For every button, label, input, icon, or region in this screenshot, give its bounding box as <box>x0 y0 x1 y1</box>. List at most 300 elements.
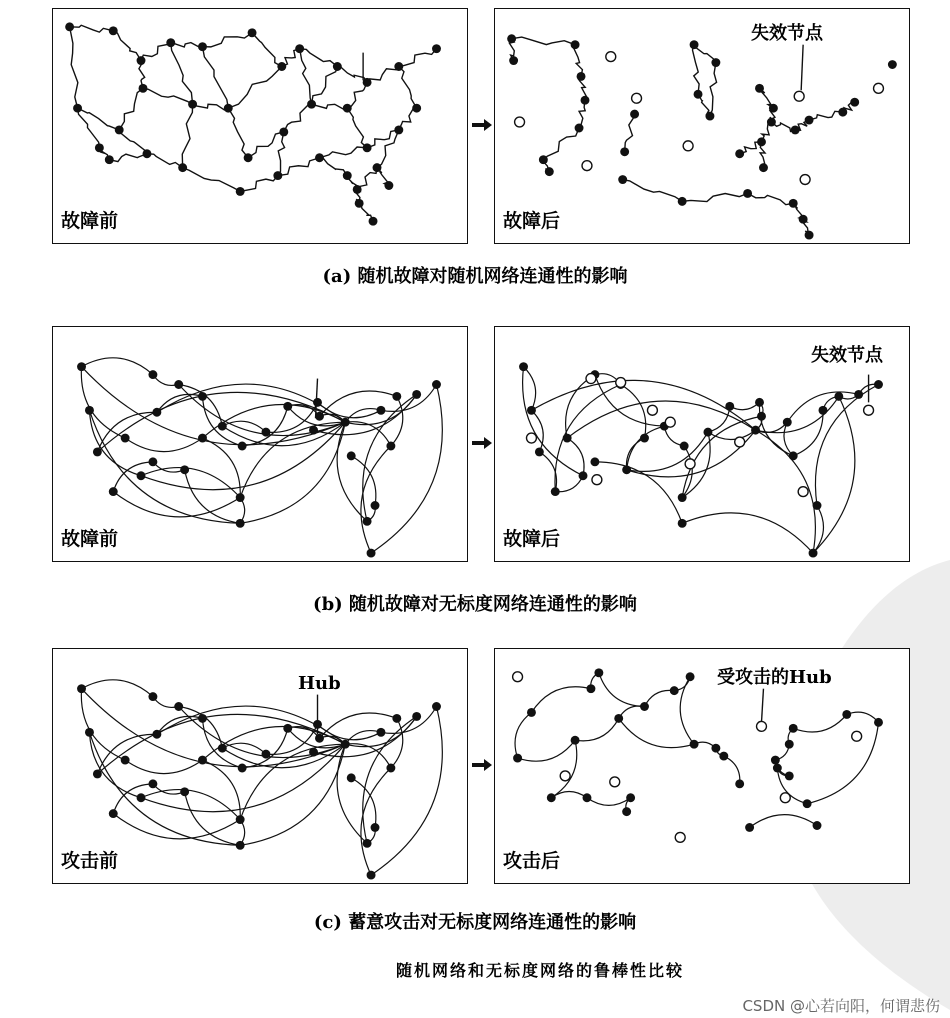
failed-node-annotation: 失效节点 <box>811 345 883 366</box>
panel-a-after <box>494 8 910 244</box>
network-node <box>152 408 161 417</box>
network-node <box>705 112 714 121</box>
network-node <box>640 434 649 443</box>
failed-node-pointer <box>316 379 318 419</box>
arrow-right-icon <box>472 436 492 450</box>
network-link <box>193 104 229 110</box>
network-link <box>89 410 240 523</box>
network-link <box>78 108 120 130</box>
network-link <box>182 104 192 167</box>
network-node <box>137 56 146 65</box>
failed-node <box>675 832 685 842</box>
failed-node-pointer <box>801 45 803 91</box>
network-node <box>799 215 808 224</box>
network-link <box>202 33 252 47</box>
network-link <box>595 462 682 523</box>
network-link <box>381 707 437 734</box>
network-node <box>180 787 189 796</box>
failed-node <box>632 93 642 103</box>
network-node <box>432 702 441 711</box>
network-link <box>551 791 587 797</box>
network-node <box>347 773 356 782</box>
network-link <box>512 37 575 45</box>
network-node <box>769 104 778 113</box>
network-node <box>678 197 687 206</box>
network-node <box>188 100 197 109</box>
failed-node-annotation: 失效节点 <box>751 23 823 44</box>
network-link <box>119 130 147 154</box>
network-node <box>309 748 318 757</box>
source-watermark: CSDN @心若向阳，何谓悲伤 <box>742 997 940 1015</box>
network-link <box>240 176 278 192</box>
network-node <box>412 104 421 113</box>
network-link <box>531 687 590 713</box>
network-node <box>373 163 382 172</box>
network-node <box>261 428 270 437</box>
network-node <box>586 684 595 693</box>
network-node <box>236 815 245 824</box>
network-node <box>513 754 522 763</box>
network-node <box>412 390 421 399</box>
network-link <box>70 25 114 32</box>
attacked-hub-annotation: 受攻击的Hub <box>717 667 832 688</box>
network-link <box>587 798 631 806</box>
network-link <box>815 385 878 506</box>
network-link <box>750 815 817 828</box>
network-link <box>692 45 699 95</box>
network-link <box>345 409 381 423</box>
network-node <box>719 752 728 761</box>
network-node <box>218 422 227 431</box>
network-link <box>109 154 147 162</box>
network-node <box>519 362 528 371</box>
network-node <box>789 199 798 208</box>
network-node <box>283 402 292 411</box>
network-node <box>148 457 157 466</box>
network-node <box>180 465 189 474</box>
network-link <box>347 108 367 148</box>
network-node <box>386 764 395 773</box>
network-link <box>252 33 282 67</box>
network-node <box>785 771 794 780</box>
network-node <box>174 380 183 389</box>
network-node <box>198 756 207 765</box>
network-link <box>399 67 417 109</box>
network-node <box>307 100 316 109</box>
failed-node <box>683 141 693 151</box>
network-link <box>377 130 399 168</box>
network-node <box>527 406 536 415</box>
hub-annotation: Hub <box>298 673 341 694</box>
network-node <box>198 434 207 443</box>
network-node <box>394 62 403 71</box>
network-node <box>109 487 118 496</box>
network-node <box>315 153 324 162</box>
network-node <box>535 447 544 456</box>
network-node <box>571 40 580 49</box>
failed-node <box>606 52 616 62</box>
panel-b-after <box>494 326 910 562</box>
network-link <box>125 760 202 774</box>
figure-subtitle: 随机网络和无标度网络的鲁棒性比较 <box>395 961 684 980</box>
network-link <box>784 422 793 456</box>
network-node <box>115 126 124 135</box>
panel-c-after <box>494 648 910 884</box>
network-node <box>309 426 318 435</box>
network-node <box>563 434 572 443</box>
network-link <box>82 358 153 375</box>
network-node <box>755 398 764 407</box>
network-node <box>690 40 699 49</box>
network-link <box>82 680 153 697</box>
network-link <box>367 67 399 83</box>
network-node <box>273 171 282 180</box>
arrow-right-icon <box>472 118 492 132</box>
network-link <box>621 385 646 439</box>
network-node <box>783 418 792 427</box>
network-node <box>725 402 734 411</box>
network-link <box>300 49 338 67</box>
network-node <box>236 493 245 502</box>
network-link <box>680 677 694 744</box>
network-node <box>678 519 687 528</box>
network-link <box>523 367 583 476</box>
network-node <box>594 668 603 677</box>
network-node <box>803 799 812 808</box>
network-link <box>284 104 312 132</box>
caption-b: (b) 随机故障对无标度网络连通性的影响 <box>313 594 637 615</box>
network-node <box>109 809 118 818</box>
network-node <box>432 44 441 53</box>
network-link <box>171 43 193 104</box>
network-node <box>579 471 588 480</box>
network-node <box>680 442 689 451</box>
network-node <box>315 734 324 743</box>
network-node <box>575 124 584 133</box>
network-node <box>813 501 822 510</box>
network-node <box>105 155 114 164</box>
network-node <box>583 793 592 802</box>
network-node <box>347 451 356 460</box>
network-node <box>148 779 157 788</box>
network-link <box>567 438 584 476</box>
failed-node <box>647 405 657 415</box>
network-node <box>238 764 247 773</box>
network-link <box>171 43 203 48</box>
network-link <box>710 63 717 117</box>
network-node <box>751 426 760 435</box>
network-node <box>392 714 401 723</box>
network-node <box>148 692 157 701</box>
network-link <box>807 722 878 803</box>
failed-node <box>665 417 675 427</box>
network-link <box>89 732 240 845</box>
network-link <box>531 410 543 452</box>
network-node <box>77 684 86 693</box>
network-node <box>279 127 288 136</box>
network-node <box>545 167 554 176</box>
network-node <box>809 549 818 558</box>
network-node <box>551 487 560 496</box>
network-node <box>85 728 94 737</box>
network-node <box>620 147 629 156</box>
network-link <box>278 158 320 176</box>
network-node <box>547 793 556 802</box>
failed-node <box>874 83 884 93</box>
network-node <box>148 370 157 379</box>
network-node <box>369 217 378 226</box>
panel-label: 故障前 <box>61 210 119 232</box>
network-node <box>509 56 518 65</box>
network-node <box>759 163 768 172</box>
network-node <box>394 126 403 135</box>
network-node <box>640 702 649 711</box>
network-link <box>399 49 437 67</box>
network-node <box>630 110 639 119</box>
failed-node <box>864 405 874 415</box>
network-node <box>614 714 623 723</box>
network-link <box>809 111 843 120</box>
network-link <box>143 88 193 104</box>
network-link <box>113 492 240 517</box>
network-link <box>147 154 183 168</box>
network-node <box>363 78 372 87</box>
network-node <box>236 187 245 196</box>
network-node <box>805 116 814 125</box>
network-link <box>202 47 228 108</box>
network-node <box>670 686 679 695</box>
network-node <box>218 744 227 753</box>
network-link <box>113 814 240 839</box>
network-link <box>623 180 682 202</box>
failed-node <box>852 731 862 741</box>
network-node <box>735 149 744 158</box>
network-node <box>773 764 782 773</box>
network-link <box>518 740 576 761</box>
network-link <box>644 690 674 706</box>
network-node <box>686 672 695 681</box>
failed-node <box>610 777 620 787</box>
network-node <box>581 96 590 105</box>
network-node <box>236 519 245 528</box>
panel-b-before <box>52 326 468 562</box>
network-node <box>248 28 257 37</box>
network-link <box>381 385 437 412</box>
network-link <box>185 470 241 524</box>
network-link <box>730 402 760 409</box>
network-node <box>789 451 798 460</box>
failed-node <box>586 374 596 384</box>
network-link <box>97 412 156 452</box>
network-link <box>185 792 241 846</box>
network-link <box>240 744 345 845</box>
network-node <box>377 406 386 415</box>
network-link <box>119 88 143 130</box>
network-link <box>367 130 399 148</box>
network-node <box>854 390 863 399</box>
network-node <box>432 380 441 389</box>
network-node <box>757 137 766 146</box>
network-node <box>139 84 148 93</box>
panel-label: 故障前 <box>61 528 119 550</box>
network-node <box>85 406 94 415</box>
network-link <box>793 714 847 732</box>
failed-node <box>800 175 810 185</box>
network-link <box>551 740 576 798</box>
network-node <box>838 108 847 117</box>
network-link <box>575 718 619 740</box>
panel-label: 故障后 <box>503 210 561 232</box>
network-node <box>711 744 720 753</box>
network-node <box>819 406 828 415</box>
network-node <box>93 769 102 778</box>
network-node <box>711 58 720 67</box>
network-link <box>391 396 403 446</box>
network-node <box>178 163 187 172</box>
network-node <box>353 185 362 194</box>
network-node <box>73 104 82 113</box>
network-link <box>724 756 740 784</box>
network-node <box>198 392 207 401</box>
network-link <box>78 108 100 148</box>
network-node <box>622 807 631 816</box>
network-link <box>228 67 282 109</box>
network-link <box>319 158 347 176</box>
network-node <box>850 98 859 107</box>
network-node <box>333 62 342 71</box>
network-link <box>543 128 579 160</box>
network-node <box>626 793 635 802</box>
network-link <box>312 67 338 105</box>
network-link <box>682 513 813 553</box>
network-link <box>97 734 156 774</box>
network-link <box>627 432 708 471</box>
network-link <box>81 689 125 760</box>
network-link <box>748 193 794 204</box>
arrow-right-icon <box>472 758 492 772</box>
network-node <box>678 493 687 502</box>
network-link <box>555 476 583 492</box>
network-node <box>755 84 764 93</box>
panel-label: 攻击后 <box>503 850 561 872</box>
network-link <box>524 367 536 411</box>
network-node <box>367 549 376 558</box>
network-link <box>682 193 747 201</box>
network-node <box>842 710 851 719</box>
network-node <box>277 62 286 71</box>
network-node <box>283 724 292 733</box>
network-link <box>756 396 839 432</box>
network-link <box>312 104 348 109</box>
failed-node <box>582 161 592 171</box>
network-link <box>625 114 635 152</box>
network-node <box>313 398 322 407</box>
network-node <box>198 714 207 723</box>
network-node <box>745 823 754 832</box>
failed-node <box>513 672 523 682</box>
failed-node <box>592 475 602 485</box>
network-link <box>759 402 793 456</box>
network-node <box>65 22 74 31</box>
failed-node <box>780 793 790 803</box>
panel-label: 故障后 <box>503 528 561 550</box>
attacked-hub-pointer <box>761 689 763 723</box>
network-link <box>141 790 240 820</box>
network-link <box>515 712 531 758</box>
network-node <box>785 740 794 749</box>
network-node <box>363 839 372 848</box>
network-node <box>238 442 247 451</box>
network-link <box>240 422 345 523</box>
panel-a-before <box>52 8 468 244</box>
caption-c: (c) 蓄意攻击对无标度网络连通性的影响 <box>313 912 637 933</box>
network-node <box>367 871 376 880</box>
network-node <box>341 418 350 427</box>
network-node <box>771 756 780 765</box>
network-node <box>386 442 395 451</box>
network-node <box>341 740 350 749</box>
network-node <box>874 718 883 727</box>
network-link <box>539 452 556 492</box>
panel-c-before <box>52 648 468 884</box>
network-link <box>813 396 855 553</box>
failed-node <box>794 91 804 101</box>
network-node <box>198 42 207 51</box>
network-link <box>113 31 141 61</box>
network-node <box>224 104 233 113</box>
network-node <box>244 153 253 162</box>
network-node <box>152 730 161 739</box>
network-node <box>355 199 364 208</box>
network-node <box>343 104 352 113</box>
attacked-hub-node <box>757 721 767 731</box>
failed-node <box>685 459 695 469</box>
failed-node <box>527 433 537 443</box>
network-node <box>121 756 130 765</box>
network-node <box>757 412 766 421</box>
network-node <box>539 155 548 164</box>
network-node <box>507 34 516 43</box>
network-node <box>121 434 130 443</box>
network-node <box>703 428 712 437</box>
network-link <box>682 416 761 497</box>
network-node <box>137 471 146 480</box>
failed-node <box>798 487 808 497</box>
network-node <box>805 231 814 240</box>
failed-node <box>735 437 745 447</box>
network-node <box>874 380 883 389</box>
network-node <box>363 517 372 526</box>
network-link <box>847 712 879 722</box>
network-node <box>371 823 380 832</box>
network-node <box>791 126 800 135</box>
network-node <box>95 143 104 152</box>
network-node <box>384 181 393 190</box>
network-node <box>834 392 843 401</box>
network-node <box>363 143 372 152</box>
network-link <box>599 673 645 707</box>
network-node <box>93 447 102 456</box>
network-link <box>183 168 241 192</box>
network-link <box>363 394 417 521</box>
panel-label: 攻击前 <box>61 850 119 872</box>
network-node <box>143 149 152 158</box>
network-link <box>278 132 285 176</box>
network-link <box>391 718 403 768</box>
network-link <box>319 147 367 158</box>
network-node <box>377 728 386 737</box>
network-node <box>694 90 703 99</box>
